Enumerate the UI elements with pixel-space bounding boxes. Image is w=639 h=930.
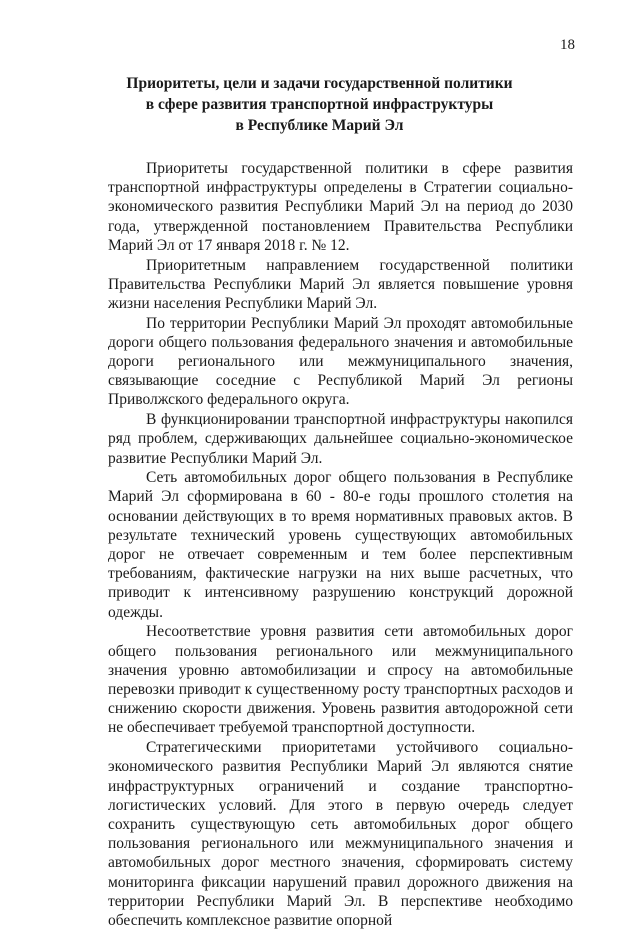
paragraph: По территории Республики Марий Эл проходят автомобильные дороги общего пользования федерального значения и автомобильные дороги регионального или межмуниципального значения, связывающие соседние с Республикой Марий Эл регионы Приволжского федерального округа.: [108, 314, 573, 409]
section-title: [108, 73, 531, 136]
section-title-line-3: в Республике Марий Эл: [235, 117, 404, 134]
paragraph: Сеть автомобильных дорог общего пользования в Республике Марий Эл сформирована в 60 - 80-е годы прошлого столетия на основании действующих в то время нормативных правовых актов. В результате технический уровень существующих автомобильных дорог не отвечает современным и тем более перспективным требованиям, фактические нагрузки на них выше расчетных, что приводит к интенсивному разрушению конструкций дорожной одежды.: [108, 469, 573, 621]
body-text: [108, 159, 573, 930]
paragraph: Несоответствие уровня развития сети автомобильных дорог общего пользования регионального или межмуниципального значения уровню автомобилизации и спросу на автомобильные перевозки приводит к существенному росту транспортных расходов и снижению скорости движения. Уровень развития автодорожной сети не обеспечивает требуемой транспортной доступности.: [108, 623, 573, 737]
section-title-line-2: в сфере развития транспортной инфраструктуры: [145, 96, 494, 113]
paragraph: Стратегическими приоритетами устойчивого социально-экономического развития Республики Марий Эл являются снятие инфраструктурных ограничений и создание транспортно-логистических условий. Для этого в первую очередь следует сохранить существующую сеть автомобильных дорог общего пользования регионального или межмуниципального значения и автомобильных дорог местного значения, сформировать систему мониторинга фиксации нарушений правил дорожного движения на территории Республики Марий Эл. В перспективе необходимо обеспечить комплексное развитие опорной: [108, 739, 573, 929]
section-title-line-1: Приоритеты, цели и задачи государственной политики: [126, 75, 513, 92]
page-number: 18: [560, 37, 575, 53]
paragraph: Приоритеты государственной политики в сфере развития транспортной инфраструктуры определены в Стратегии социально-экономического развития Республики Марий Эл на период до 2030 года, утвержденной постановлением Правительства Республики Марий Эл от 17 января 2018 г. № 12.: [108, 160, 573, 254]
paragraph: Приоритетным направлением государственной политики Правительства Республики Марий Эл является повышение уровня жизни населения Республики Марий Эл.: [108, 256, 573, 312]
paragraph: В функционировании транспортной инфраструктуры накопился ряд проблем, сдерживающих дальнейшее социально-экономическое развитие Республики Марий Эл.: [108, 411, 573, 467]
